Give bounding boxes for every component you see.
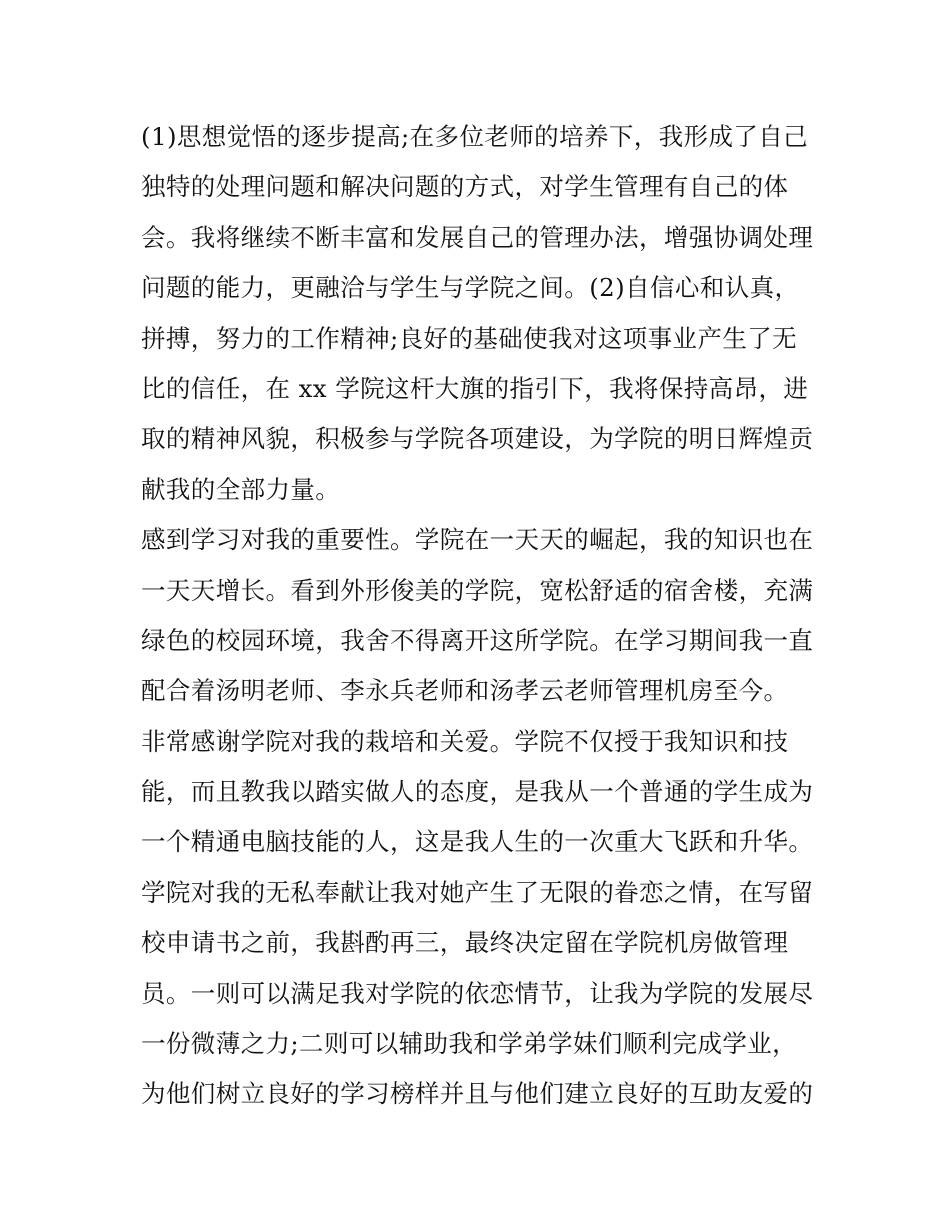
text-line: 配合着汤明老师、李永兵老师和汤孝云老师管理机房至今。 <box>141 676 789 706</box>
text-line: 能，而且教我以踏实做人的态度，是我从一个普通的学生成为 <box>141 777 814 807</box>
text-line: 一个精通电脑技能的人，这是我人生的一次重大飞跃和升华。 <box>141 827 814 857</box>
text-line: 感到学习对我的重要性。学院在一天天的崛起，我的知识也在 <box>141 525 814 555</box>
text-line: 一份微薄之力;二则可以辅助我和学弟学妹们顺利完成学业， <box>141 1029 798 1059</box>
text-line: 员。一则可以满足我对学院的依恋情节，让我为学院的发展尽 <box>141 978 814 1008</box>
text-line: 绿色的校园环境，我舍不得离开这所学院。在学习期间我一直 <box>141 625 814 655</box>
text-line: 校申请书之前，我斟酌再三，最终决定留在学院机房做管理 <box>141 928 789 958</box>
text-line: 独特的处理问题和解决问题的方式，对学生管理有自己的体 <box>141 172 789 202</box>
text-line: 问题的能力，更融洽与学生与学院之间。(2)自信心和认真， <box>141 273 800 303</box>
text-line: 拼搏，努力的工作精神;良好的基础使我对这项事业产生了无 <box>141 323 798 353</box>
body-text <box>141 112 841 1120</box>
text-line: 比的信任，在 xx 学院这杆大旗的指引下，我将保持高昂，进 <box>141 373 809 403</box>
text-line: 取的精神风貌，积极参与学院各项建设，为学院的明日辉煌贡 <box>141 424 814 454</box>
text-line: 会。我将继续不断丰富和发展自己的管理办法，增强协调处理 <box>141 222 814 252</box>
text-line: 一天天增长。看到外形俊美的学院，宽松舒适的宿舍楼，充满 <box>141 575 814 605</box>
text-line: 学院对我的无私奉献让我对她产生了无限的眷恋之情，在写留 <box>141 877 814 907</box>
text-line: (1)思想觉悟的逐步提高;在多位老师的培养下，我形成了自己 <box>141 122 809 151</box>
text-line: 献我的全部力量。 <box>141 474 341 504</box>
text-line: 非常感谢学院对我的栽培和关爱。学院不仅授于我知识和技 <box>141 726 789 756</box>
text-line: 为他们树立良好的学习榜样并且与他们建立良好的互助友爱的 <box>141 1079 814 1109</box>
